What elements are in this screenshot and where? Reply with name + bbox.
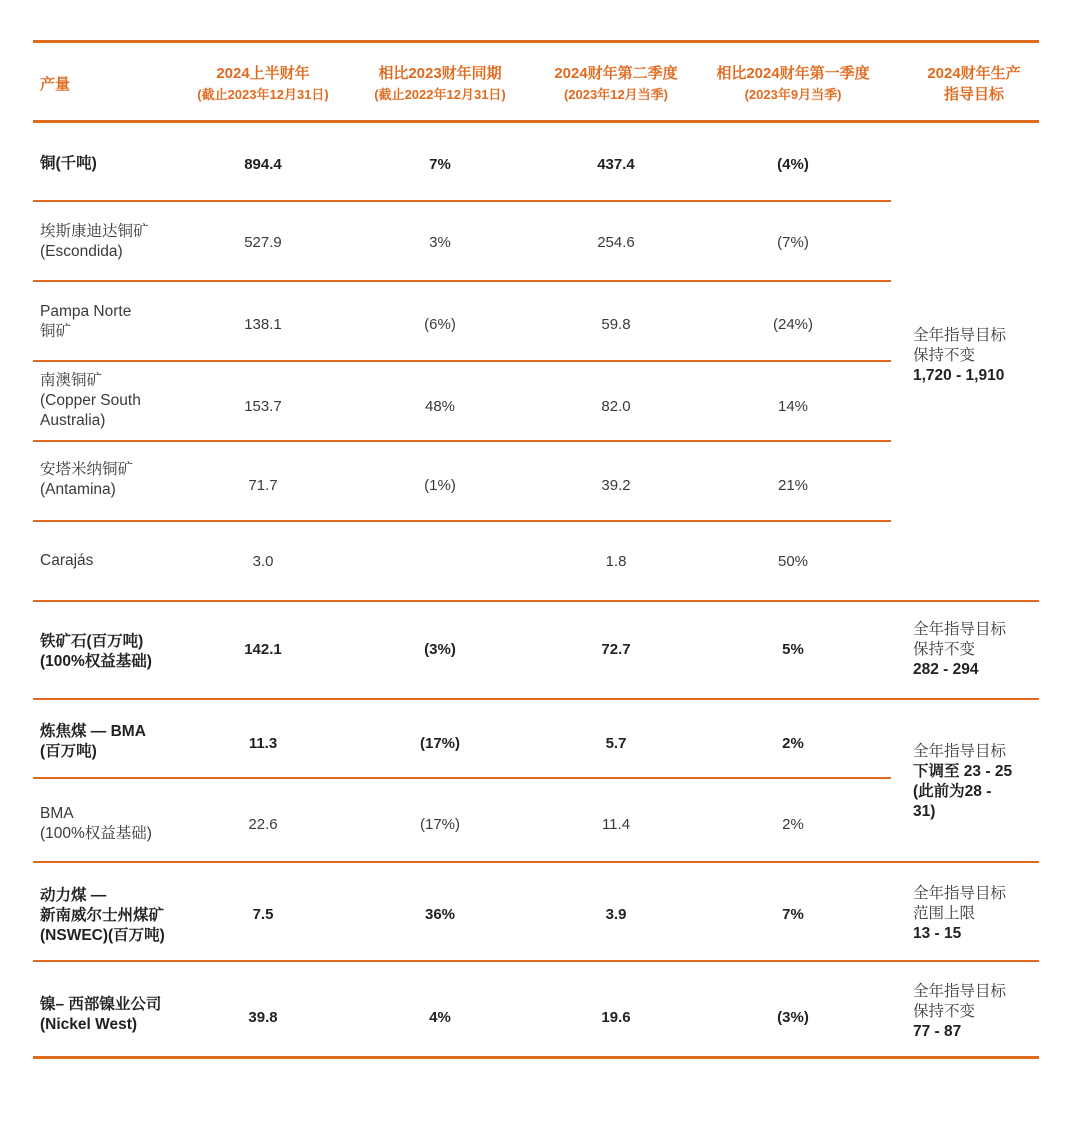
label-line: 铜(千吨) — [40, 155, 97, 172]
row-label-iron-ore — [40, 632, 200, 672]
cell-h1: 22.6 — [248, 816, 278, 833]
row-label-bma-100 — [40, 804, 200, 844]
label-line: (Antamina) — [40, 481, 116, 498]
cell-q2: 39.2 — [601, 477, 631, 494]
row-label-copper — [40, 154, 200, 174]
cell-vs2023: (17%) — [419, 816, 460, 833]
header-vsq1-sub: (2023年9月当季) — [744, 87, 842, 102]
guidance-line: 保持不变 — [913, 347, 976, 364]
guidance-nickel — [913, 982, 1038, 1042]
label-line: 铁矿石(百万吨) — [40, 633, 144, 650]
label-line: BMA — [40, 805, 74, 822]
label-line: 铜矿 — [40, 323, 72, 340]
label-line: 南澳铜矿 — [40, 372, 103, 389]
cell-q2: 5.7 — [605, 735, 627, 752]
header-guidance — [896, 63, 1052, 105]
row-label-carajas — [40, 551, 200, 571]
header-h1-2024 — [178, 63, 348, 105]
header-bottom-rule — [33, 120, 1039, 123]
cell-vs2023: (3%) — [424, 641, 456, 658]
header-h1-sub: (截止2023年12月31日) — [197, 87, 329, 102]
label-line: 埃斯康迪达铜矿 — [40, 223, 149, 240]
guidance-line: 全年指导目标 — [913, 885, 1007, 902]
guidance-line: 全年指导目标 — [913, 621, 1007, 638]
cell-vsq1: (7%) — [777, 234, 809, 251]
header-product: 产量 — [40, 76, 71, 93]
header-guidance-title2: 指导目标 — [943, 86, 1004, 103]
header-q2-title: 2024财年第二季度 — [554, 65, 678, 82]
row-divider — [33, 280, 891, 282]
cell-vs2023: (6%) — [424, 316, 456, 333]
guidance-value: 13 - 15 — [913, 925, 962, 942]
cell-vs2023: (17%) — [419, 735, 460, 752]
row-divider — [33, 200, 891, 202]
table-bottom-rule — [33, 1056, 1039, 1059]
label-line: 镍– 西部镍业公司 — [40, 996, 162, 1013]
cell-vs2023: 4% — [429, 1009, 451, 1026]
label-line: (100%权益基础) — [40, 653, 152, 670]
guidance-value: 1,720 - 1,910 — [913, 367, 1005, 384]
guidance-line: 保持不变 — [913, 641, 976, 658]
cell-h1: 39.8 — [248, 1009, 278, 1026]
row-label-energy-coal — [40, 886, 200, 946]
section-divider — [33, 600, 1039, 602]
cell-q2: 59.8 — [601, 316, 631, 333]
label-line: Australia) — [40, 412, 106, 429]
row-divider — [33, 440, 891, 442]
header-q2-sub: (2023年12月当季) — [563, 87, 669, 102]
cell-vs2023: (1%) — [424, 477, 456, 494]
guidance-line: 全年指导目标 — [913, 327, 1007, 344]
label-line: 新南威尔士州煤矿 — [40, 907, 165, 924]
label-line: (Nickel West) — [40, 1016, 138, 1033]
row-divider — [33, 520, 891, 522]
guidance-line: 保持不变 — [913, 1003, 976, 1020]
cell-vs2023: 48% — [424, 398, 456, 415]
row-divider — [33, 360, 891, 362]
cell-vsq1: 7% — [782, 906, 804, 923]
cell-vsq1: 50% — [777, 553, 809, 570]
label-line: (100%权益基础) — [40, 825, 152, 842]
cell-q2: 1.8 — [605, 553, 627, 570]
label-line: (百万吨) — [40, 743, 97, 760]
cell-vsq1: 14% — [777, 398, 809, 415]
cell-h1: 11.3 — [248, 735, 278, 752]
header-vs2023-title: 相比2023财年同期 — [378, 65, 502, 82]
label-line: (Escondida) — [40, 243, 123, 260]
guidance-value: 31) — [913, 803, 936, 820]
guidance-line: 范围上限 — [913, 905, 976, 922]
cell-vsq1: 2% — [782, 816, 804, 833]
cell-vs2023: 3% — [429, 234, 451, 251]
guidance-met-coal — [913, 742, 1038, 822]
guidance-copper — [913, 326, 1038, 386]
cell-q2: 82.0 — [601, 398, 631, 415]
row-divider — [33, 777, 891, 779]
label-line: Pampa Norte — [40, 303, 132, 320]
row-label-pampa-norte — [40, 302, 200, 342]
row-label-nickel — [40, 995, 200, 1035]
cell-q2: 437.4 — [597, 156, 635, 173]
label-line: 安塔米纳铜矿 — [40, 461, 134, 478]
guidance-value: 77 - 87 — [913, 1023, 962, 1040]
guidance-value: (此前为28 - — [913, 783, 992, 800]
cell-q2: 72.7 — [601, 641, 631, 658]
label-line: (Copper South — [40, 392, 141, 409]
row-label-copper-south-australia — [40, 371, 200, 431]
cell-h1: 7.5 — [252, 906, 274, 923]
cell-vs2023: 36% — [424, 906, 456, 923]
section-divider — [33, 698, 1039, 700]
cell-vsq1: 5% — [782, 641, 804, 658]
guidance-value: 下调至 23 - 25 — [913, 763, 1013, 780]
section-divider — [33, 960, 1039, 962]
header-q2-2024 — [531, 63, 701, 105]
row-label-met-coal-bma — [40, 722, 200, 762]
cell-h1: 71.7 — [248, 477, 278, 494]
row-label-antamina — [40, 460, 200, 500]
cell-vsq1: (3%) — [777, 1009, 809, 1026]
guidance-line: 全年指导目标 — [913, 743, 1007, 760]
cell-h1: 3.0 — [252, 553, 274, 570]
cell-q2: 19.6 — [601, 1009, 631, 1026]
cell-h1: 894.4 — [244, 156, 282, 173]
cell-vsq1: 21% — [777, 477, 809, 494]
cell-q2: 3.9 — [605, 906, 627, 923]
cell-vsq1: (24%) — [772, 316, 813, 333]
label-line: Carajás — [40, 552, 94, 569]
section-divider — [33, 861, 1039, 863]
header-vs2023-sub: (截止2022年12月31日) — [374, 87, 506, 102]
cell-vs2023: 7% — [429, 156, 451, 173]
label-line: 炼焦煤 — BMA — [40, 723, 146, 740]
cell-h1: 153.7 — [244, 398, 282, 415]
header-guidance-title1: 2024财年生产 — [927, 65, 1021, 82]
table-top-rule — [33, 40, 1039, 43]
label-line: 动力煤 — — [40, 887, 107, 904]
label-line: (NSWEC)(百万吨) — [40, 927, 165, 944]
header-vsq1-title: 相比2024财年第一季度 — [716, 65, 870, 82]
header-vs-q1 — [700, 63, 886, 105]
cell-vsq1: (4%) — [777, 156, 809, 173]
guidance-energy-coal — [913, 884, 1038, 944]
guidance-value: 282 - 294 — [913, 661, 979, 678]
cell-q2: 254.6 — [597, 234, 635, 251]
cell-h1: 527.9 — [244, 234, 282, 251]
cell-h1: 142.1 — [244, 641, 282, 658]
header-h1-title: 2024上半财年 — [216, 65, 310, 82]
row-label-escondida — [40, 222, 200, 262]
guidance-line: 全年指导目标 — [913, 983, 1007, 1000]
cell-q2: 11.4 — [601, 816, 631, 833]
header-vs-2023 — [355, 63, 525, 105]
cell-vsq1: 2% — [782, 735, 804, 752]
guidance-iron-ore — [913, 620, 1038, 680]
cell-h1: 138.1 — [244, 316, 282, 333]
